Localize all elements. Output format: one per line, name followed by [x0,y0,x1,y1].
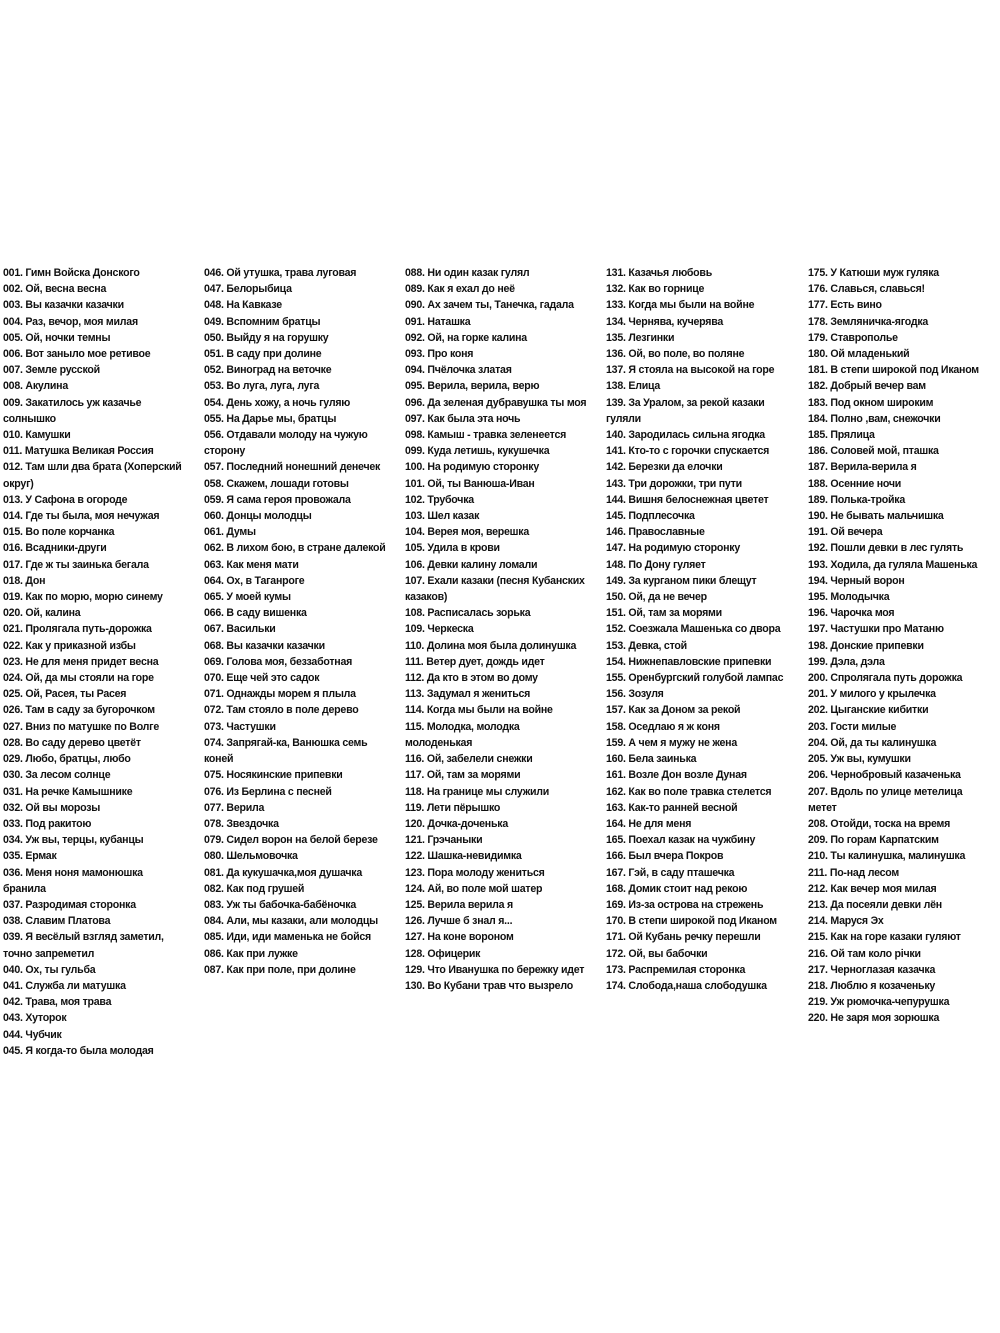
song-title: 134. Чернява, кучерява [606,315,724,328]
song-title: 203. Гости милые [808,720,897,733]
song-title: 201. У милого у крылечка [808,688,936,701]
song-title: 078. Звездочка [204,817,279,830]
song-title: 063. Как меня мати [204,558,299,571]
song-title: 186. Соловей мой, пташка [808,445,939,458]
song-title: 053. Во луга, луга, луга [204,380,320,393]
song-title: 069. Голова моя, беззаботная [204,655,353,668]
song-title: 034. Уж вы, терцы, кубанцы [3,834,144,847]
song-title: 123. Пора молоду жениться [405,866,545,879]
song-title: 174. Слобода,наша слободушка [606,979,767,992]
song-title: 200. Спролягала путь дорожка [808,672,963,685]
song-title: 196. Чарочка моя [808,607,895,620]
song-title: 185. Прялица [808,429,875,442]
song-title: 051. В саду при долине [204,348,322,361]
song-title: 157. Как за Доном за рекой [606,704,741,717]
song-title: 027. Вниз по матушке по Волге [3,720,160,733]
song-title: 205. Уж вы, кумушки [808,753,911,766]
song-title: 136. Ой, во поле, во поляне [606,348,745,361]
song-title: 131. Казачья любовь [606,267,712,279]
song-title: 067. Васильки [204,623,276,636]
song-title: 114. Когда мы были на войне [405,704,553,717]
song-title: 166. Был вчера Покров [606,850,724,863]
song-title: 121. Грэчаныки [405,834,483,847]
song-title: 049. Вспомним братцы [204,315,321,328]
song-title: 163. Как-то ранней весной [606,801,738,814]
song-title: 159. А чем я мужу не жена [606,736,737,749]
song-title: 124. Ай, во поле мой шатер [405,882,543,895]
song-title: 037. Разродимая сторонка [3,898,136,911]
song-column-1 [3,265,185,1059]
song-title: 005. Ой, ночки темны [3,331,111,344]
song-title: 110. Долина моя была долинушка [405,639,577,652]
song-title: 097. Как была эта ночь [405,412,521,425]
song-title: 054. День хожу, а ночь гуляю [204,396,351,409]
song-title: 111. Ветер дует, дождь идет [405,655,545,668]
song-title: 066. В саду вишенка [204,607,307,620]
song-title: 011. Матушка Великая Россия [3,445,154,458]
song-title: 190. Не бывать мальчишка [808,510,944,523]
song-title: 215. Как на горе казаки гуляют [808,931,961,944]
song-title: 169. Из-за острова на стрежень [606,898,764,911]
song-title: 152. Соезжала Машенька со двора [606,623,781,636]
song-title: 025. Ой, Расея, ты Расея [3,688,127,701]
song-title: 059. Я сама героя провожала [204,493,351,506]
song-title: 081. Да кукушачка,моя душачка [204,866,363,879]
song-column-2 [204,265,386,978]
song-title: 108. Расписалась зорька [405,607,531,620]
song-title: 219. Уж рюмочка-чепурушка [808,996,950,1009]
song-title: 139. За Уралом, за рекой казаки гуляли [606,396,765,425]
song-title: 145. Подплесочка [606,510,695,523]
song-column-4 [606,265,788,994]
song-title: 129. Что Иванушка по бережку идет [405,963,585,976]
song-title: 015. Во поле корчанка [3,526,115,539]
song-title: 171. Ой Кубань речку перешли [606,931,761,944]
song-title: 101. Ой, ты Ванюша-Иван [405,477,535,490]
song-title: 147. На родимую сторонку [606,542,741,555]
song-title: 199. Дэла, дэла [808,655,885,668]
song-title: 198. Донские припевки [808,639,924,652]
song-title: 126. Лучше б знал я... [405,915,513,928]
song-title: 127. На коне вороном [405,931,514,944]
song-title: 207. Вдоль по улице метелица метет [808,785,963,814]
song-title: 006. Вот заныло мое ретивое [3,348,151,361]
song-title: 009. Закатилось уж казачье солнышко [3,396,142,425]
song-title: 048. На Кавказе [204,299,282,312]
song-title: 001. Гимн Войска Донского [3,267,140,279]
song-title: 079. Сидел ворон на белой березе [204,834,378,847]
song-title: 095. Верила, верила, верю [405,380,540,393]
song-title: 180. Ой младенький [808,348,910,361]
song-title: 031. На речке Камышнике [3,785,133,798]
song-title: 112. Да кто в этом во дому [405,672,538,685]
song-title: 013. У Сафона в огороде [3,493,128,506]
song-title: 042. Трава, моя трава [3,996,112,1009]
song-title: 140. Зародилась сильна ягодка [606,429,765,442]
song-title: 195. Молодычка [808,591,890,604]
song-column-3 [405,265,587,994]
song-title: 128. Офицерик [405,947,481,960]
song-title: 175. У Катюши муж гуляка [808,267,939,279]
song-title: 021. Пролягала путь-дорожка [3,623,152,636]
song-title: 070. Еще чей это садок [204,672,320,685]
song-title: 204. Ой, да ты калинушка [808,736,937,749]
song-title: 165. Поехал казак на чужбину [606,834,756,847]
song-title: 038. Славим Платова [3,915,111,928]
song-title: 197. Частушки про Матаню [808,623,944,636]
song-title: 032. Ой вы морозы [3,801,101,814]
song-title: 181. В степи широкой под Иканом [808,364,979,377]
song-title: 086. Как при лужке [204,947,298,960]
song-title: 135. Лезгинки [606,331,675,344]
song-column-5 [808,265,990,1027]
song-title: 076. Из Берлина с песней [204,785,332,798]
song-title: 154. Нижнепавловские припевки [606,655,772,668]
song-title: 036. Меня ноня мамонюшка бранила [3,866,143,895]
song-title: 189. Полька-тройка [808,493,905,506]
song-title: 022. Как у приказной избы [3,639,136,652]
song-title: 085. Иди, иди маменька не бойся [204,931,371,944]
song-title: 148. По Дону гуляет [606,558,706,571]
song-title: 208. Отойди, тоска на время [808,817,951,830]
song-title: 176. Славься, славься! [808,283,925,296]
song-title: 178. Земляничка-ягодка [808,315,929,328]
song-title: 074. Запрягай-ка, Ванюшка семь коней [204,736,368,766]
song-title: 162. Как во поле травка стелется [606,785,772,798]
song-title: 065. У моей кумы [204,591,291,604]
song-title: 075. Носякинские припевки [204,769,343,782]
song-title: 161. Возле Дон возле Дуная [606,769,747,782]
song-title: 026. Там в саду за бугорочком [3,704,155,717]
song-title: 102. Трубочка [405,493,474,506]
song-title: 050. Выйду я на горушку [204,331,329,344]
song-title: 014. Где ты была, моя нечужая [3,510,160,523]
song-title: 133. Когда мы были на войне [606,299,755,312]
song-title: 151. Ой, там за морями [606,607,722,620]
song-title: 125. Верила верила я [405,898,513,911]
song-title: 217. Черноглазая казачка [808,963,936,976]
song-title: 029. Любо, братцы, любо [3,753,131,766]
song-title: 192. Пошли девки в лес гулять [808,542,964,555]
song-title: 089. Как я ехал до неё [405,283,515,296]
song-title: 100. На родимую сторонку [405,461,540,474]
song-title: 214. Маруся Эх [808,915,884,928]
song-title: 155. Оренбургский голубой лампас [606,672,784,685]
song-title: 094. Пчёлочка златая [405,364,512,377]
song-title: 012. Там шли два брата (Хоперский округ) [3,461,182,490]
song-title: 188. Осенние ночи [808,477,902,490]
song-title: 045. Я когда-то была молодая [3,1044,154,1057]
song-title: 130. Во Кубани трав что вызрело [405,979,573,992]
song-title: 209. По горам Карпатским [808,834,939,847]
song-title: 193. Ходила, да гуляла Машенька [808,558,978,571]
song-title: 119. Лети пёрышко [405,801,501,814]
song-title: 060. Донцы молодцы [204,510,312,523]
song-title: 044. Чубчик [3,1028,62,1041]
song-title: 052. Виноград на веточке [204,364,332,377]
song-title: 010. Камушки [3,429,71,442]
song-title: 061. Думы [204,526,256,539]
song-title: 008. Акулина [3,380,69,393]
song-title: 132. Как во горнице [606,283,705,296]
song-title: 028. Во саду дерево цветёт [3,736,141,749]
song-title: 092. Ой, на горке калина [405,331,527,344]
song-title: 212. Как вечер моя милая [808,882,937,895]
song-title: 077. Верила [204,801,265,814]
song-title: 183. Под окном широким [808,396,934,409]
song-title: 030. За лесом солнце [3,769,111,782]
song-title: 184. Полно ,вам, снежочки [808,412,941,425]
song-title: 206. Чернобровый казаченька [808,769,961,782]
song-title: 018. Дон [3,574,46,587]
song-title: 153. Девка, стой [606,639,687,652]
song-title: 120. Дочка-доченька [405,817,508,830]
song-title: 220. Не заря моя зорюшка [808,1012,940,1025]
song-title: 046. Ой утушка, трава луговая [204,267,357,279]
song-title: 156. Зозуля [606,688,664,701]
song-title: 158. Оседлаю я ж коня [606,720,720,733]
song-title: 017. Где ж ты заинька бегала [3,558,149,571]
song-title: 105. Удила в крови [405,542,500,555]
song-title: 087. Как при поле, при долине [204,963,356,976]
song-title: 099. Куда летишь, кукушечка [405,445,550,458]
song-title: 088. Ни один казак гулял [405,267,530,279]
song-title: 109. Черкеска [405,623,474,636]
song-title: 172. Ой, вы бабочки [606,947,708,960]
song-title: 093. Про коня [405,348,474,361]
song-title: 143. Три дорожки, три пути [606,477,742,490]
song-title: 073. Частушки [204,720,276,733]
song-title: 071. Однажды морем я плыла [204,688,356,701]
song-title: 062. В лихом бою, в стране далекой [204,542,386,555]
song-title: 118. На границе мы служили [405,785,550,798]
song-title: 068. Вы казачки казачки [204,639,325,652]
song-title: 040. Ох, ты гульба [3,963,96,976]
song-title: 144. Вишня белоснежная цветет [606,493,769,506]
song-title: 043. Хуторок [3,1012,67,1025]
song-title: 057. Последний нонешний денечек [204,461,381,474]
song-title: 179. Ставрополье [808,331,898,344]
song-title: 007. Земле русской [3,364,100,377]
song-title: 202. Цыганские кибитки [808,704,929,717]
song-title: 182. Добрый вечер вам [808,380,926,393]
song-title: 035. Ермак [3,850,57,863]
song-title: 210. Ты калинушка, малинушка [808,850,966,863]
song-title: 138. Елица [606,380,661,393]
song-title: 058. Скажем, лошади готовы [204,477,349,490]
song-title: 142. Березки да елочки [606,461,723,474]
song-title: 191. Ой вечера [808,526,883,539]
song-title: 019. Как по морю, морю синему [3,591,163,604]
song-title: 150. Ой, да не вечер [606,591,707,604]
song-title: 107. Ехали казаки (песня Кубанских казаков) [405,574,585,604]
song-title: 064. Ох, в Таганроге [204,574,305,587]
song-title: 002. Ой, весна весна [3,283,107,296]
song-title: 082. Как под грушей [204,882,305,895]
song-title: 177. Есть вино [808,299,882,312]
song-title: 137. Я стояла на высокой на горе [606,364,775,377]
song-title: 080. Шельмовочка [204,850,298,863]
song-title: 213. Да посеяли девки лён [808,898,942,911]
song-title: 122. Шашка-невидимка [405,850,522,863]
song-title: 216. Ой там коло річки [808,947,921,960]
song-title: 098. Камыш - травка зеленеется [405,429,567,442]
song-title: 194. Черный ворон [808,574,905,587]
song-title: 115. Молодка, молодка молоденькая [405,720,520,749]
song-title: 103. Шел казак [405,510,480,523]
song-title: 170. В степи широкой под Иканом [606,915,777,928]
song-title: 149. За курганом пики блещут [606,574,757,587]
song-title: 106. Девки калину ломали [405,558,538,571]
song-title: 218. Люблю я козаченьку [808,979,936,992]
song-title: 039. Я весёлый взгляд заметил, точно запреметил [3,931,164,960]
song-title: 187. Верила-верила я [808,461,917,474]
song-title: 003. Вы казачки казачки [3,299,124,312]
song-title: 104. Верея моя, верешка [405,526,529,539]
song-title: 024. Ой, да мы стояли на горе [3,672,154,685]
song-title: 090. Ах зачем ты, Танечка, гадала [405,299,574,312]
song-title: 055. На Дарье мы, братцы [204,412,337,425]
song-title: 096. Да зеленая дубравушка ты моя [405,396,587,409]
song-title: 211. По-над лесом [808,866,899,879]
song-title: 146. Православные [606,526,705,539]
song-title: 020. Ой, калина [3,607,81,620]
song-title: 016. Всадники-други [3,542,107,555]
song-title: 168. Домик стоит над рекою [606,882,748,895]
song-title: 091. Наташка [405,315,471,328]
song-title: 084. Али, мы казаки, али молодцы [204,915,378,928]
song-title: 167. Гэй, в саду пташечка [606,866,735,879]
song-title: 164. Не для меня [606,817,692,830]
song-title: 113. Задумал я жениться [405,688,531,701]
song-title: 141. Кто-то с горочки спускается [606,445,770,458]
song-title: 117. Ой, там за морями [405,769,521,782]
song-title: 056. Отдавали молоду на чужую сторону [204,429,368,458]
song-title: 047. Белорыбица [204,283,292,296]
song-title: 116. Ой, забелели снежки [405,753,533,766]
song-title: 041. Служба ли матушка [3,979,126,992]
song-title: 033. Под ракитою [3,817,92,830]
song-title: 173. Распремилая сторонка [606,963,746,976]
song-title: 072. Там стояло в поле дерево [204,704,359,717]
song-title: 023. Не для меня придет весна [3,655,159,668]
song-title: 004. Раз, вечор, моя милая [3,315,138,328]
song-title: 160. Бела заинька [606,753,697,766]
song-title: 083. Уж ты бабочка-бабёночка [204,898,357,911]
